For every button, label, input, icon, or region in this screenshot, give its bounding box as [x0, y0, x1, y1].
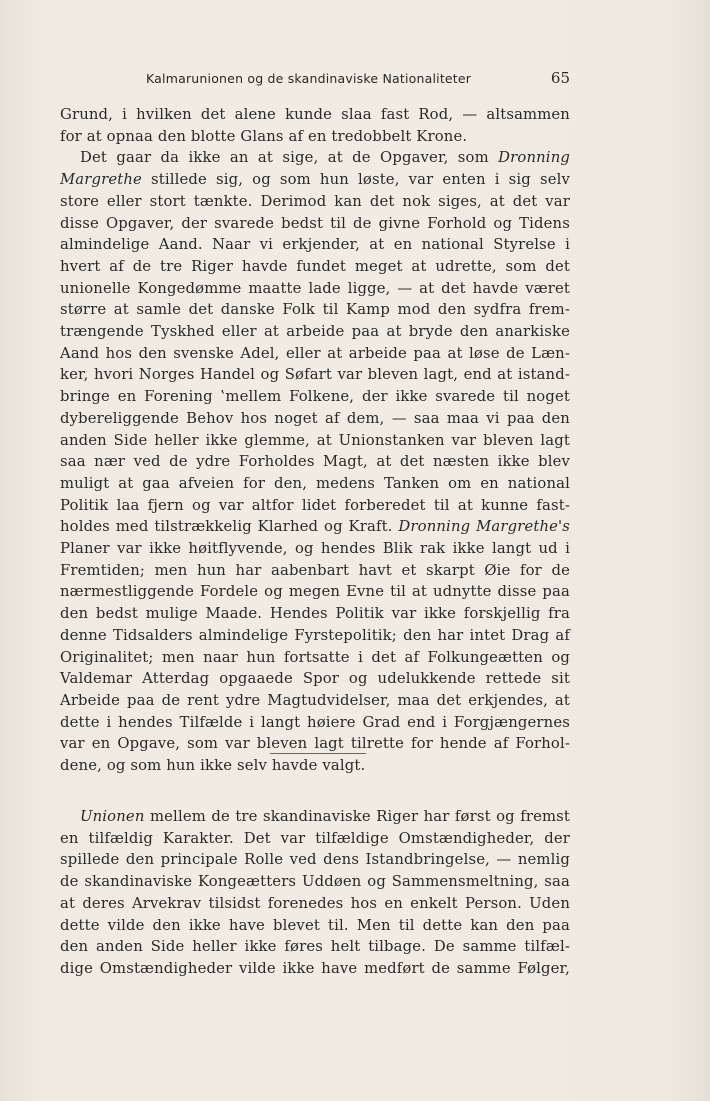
- text-line: Politik laa fjern og var altfor lidet forberedet til at kunne fast-: [60, 496, 570, 514]
- text-line: store eller stort tænkte. Derimod kan det nok siges, at det var: [60, 192, 570, 210]
- text-line: for at opnaa den blotte Glans af en tredobbelt Krone.: [60, 127, 468, 145]
- text-line: almindelige Aand. Naar vi erkjender, at en national Styrelse i: [60, 236, 570, 254]
- text-line: ker, hvori Norges Handel og Søfart var bleven lagt, end at istand-: [60, 366, 570, 384]
- italic-name: Dronning Margrethe's: [398, 518, 570, 536]
- italic-name: Dronning: [498, 149, 570, 167]
- text-line: Aand hos den svenske Adel, eller at arbeide paa at løse de Læn-: [60, 344, 570, 362]
- text-line: dette i hendes Tilfælde i langt høiere Grad end i Forgjængernes: [60, 713, 570, 731]
- text-line: Arbeide paa de rent ydre Magtudvidelser, maa det erkjendes, at: [60, 691, 570, 709]
- text-line: spillede den principale Rolle ved dens Istandbringelse, — nemlig: [60, 851, 570, 869]
- text-line: denne Tidsalders almindelige Fyrstepolitik; den har intet Drag af: [60, 626, 570, 644]
- text-line: Originalitet; men naar hun fortsatte i det af Folkungeætten og: [60, 648, 570, 666]
- section-divider: [270, 753, 366, 754]
- text-line: saa nær ved de ydre Forholdes Magt, at det næsten ikke blev: [60, 453, 570, 471]
- text-line: holdes med tilstrækkelig Klarhed og Kraft. Dronning Margrethe's: [60, 518, 570, 536]
- text-line: Planer var ikke høitflyvende, og hendes Blik rak ikke langt ud i: [60, 540, 570, 558]
- text-line: Valdemar Atterdag opgaaede Spor og udelukkende rettede sit: [60, 670, 570, 688]
- text-line: den bedst mulige Maade. Hendes Politik var ikke forskjellig fra: [60, 605, 570, 623]
- text-line: muligt at gaa afveien for den, medens Tanken om en national: [60, 474, 570, 492]
- text-line: dige Omstændigheder vilde ikke have medført de samme Følger,: [60, 959, 570, 977]
- paragraph-block-2: [60, 806, 570, 980]
- text-line: Grund, i hvilken det alene kunde slaa fast Rod, — altsammen: [60, 106, 570, 123]
- italic-name: Unionen: [80, 808, 145, 825]
- text-line: unionelle Kongedømme maatte lade ligge, — at det havde været: [60, 279, 570, 297]
- text-line: de skandinaviske Kongeætters Uddøen og Sammensmeltning, saa: [60, 873, 570, 891]
- text-line: dette vilde den ikke have blevet til. Men til dette kan den paa: [60, 916, 570, 934]
- text-line: var en Opgave, som var bleven lagt tilrette for hende af Forhol-: [60, 735, 570, 753]
- text-line: den anden Side heller ikke føres helt tilbage. De samme tilfæl-: [60, 938, 570, 956]
- text-line: at deres Arvekrav tilsidst forenedes hos en enkelt Person. Uden: [60, 894, 570, 912]
- page-header: [60, 66, 570, 90]
- text-line: trængende Tyskhed eller at arbeide paa at bryde den anarkiske: [60, 323, 570, 341]
- text-line: Det gaar da ikke an at sige, at de Opgaver, som Dronning: [80, 149, 570, 167]
- text-line: dybereliggende Behov hos noget af dem, — saa maa vi paa den: [60, 409, 570, 427]
- text-line: hvert af de tre Riger havde fundet meget at udrette, som det: [60, 257, 570, 275]
- text-line: dene, og som hun ikke selv havde valgt.: [60, 757, 366, 775]
- paragraph-block-1: [60, 104, 570, 777]
- text-line: Unionen mellem de tre skandinaviske Riger har først og fremst: [80, 808, 571, 825]
- text-line: anden Side heller ikke glemme, at Unionstanken var bleven lagt: [60, 431, 570, 449]
- text-line: en tilfældig Karakter. Det var tilfældige Omstændigheder, der: [60, 829, 570, 847]
- text-line: større at samle det danske Folk til Kamp mod den sydfra frem-: [60, 301, 570, 319]
- running-title: Kalmarunionen og de skandinaviske Nationaliteter: [146, 71, 472, 86]
- text-line: bringe en Forening ‛mellem Folkene, der ikke svarede til noget: [60, 388, 570, 406]
- text-line: Margrethe stillede sig, og som hun løste, var enten i sig selv: [60, 171, 570, 189]
- italic-name: Margrethe: [60, 171, 142, 189]
- text-line: nærmestliggende Fordele og megen Evne til at udnytte disse paa: [60, 583, 570, 601]
- text-line: disse Opgaver, der svarede bedst til de givne Forhold og Tidens: [60, 214, 570, 232]
- text-line: Fremtiden; men hun har aabenbart havt et skarpt Øie for de: [60, 561, 570, 579]
- page-number: 65: [550, 69, 570, 87]
